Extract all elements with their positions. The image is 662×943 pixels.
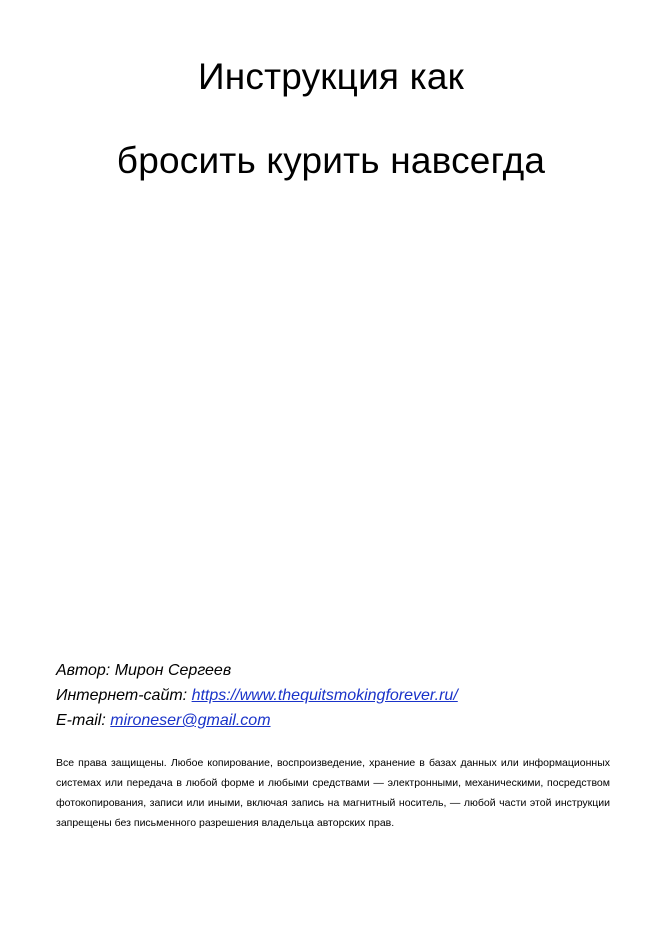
website-label: Интернет-сайт: — [56, 687, 188, 704]
email-link[interactable]: mironeser@gmail.com — [110, 712, 271, 729]
author-info — [56, 658, 616, 733]
title-line-2: бросить курить навсегда — [116, 140, 546, 181]
author-name: Мирон Сергеев — [114, 662, 232, 679]
author-line — [56, 658, 616, 683]
author-label: Автор: — [56, 662, 111, 679]
document-title — [0, 58, 662, 179]
email-line — [56, 708, 616, 733]
email-label: E-mail: — [56, 712, 106, 729]
website-line — [56, 683, 616, 708]
website-link[interactable]: https://www.thequitsmokingforever.ru/ — [191, 687, 458, 704]
copyright-notice: Все права защищены. Любое копирование, воспроизведение, хранение в базах данных или информационных системах или передача в любой форме и любыми средствами — электронными, механическими, посредством фотокопирования, записи или иными, включая запись на магнитный носитель, — любой части этой инструкции запрещены без письменного разрешения владельца авторских прав. — [56, 757, 610, 829]
title-line-1: Инструкция как — [197, 56, 465, 97]
